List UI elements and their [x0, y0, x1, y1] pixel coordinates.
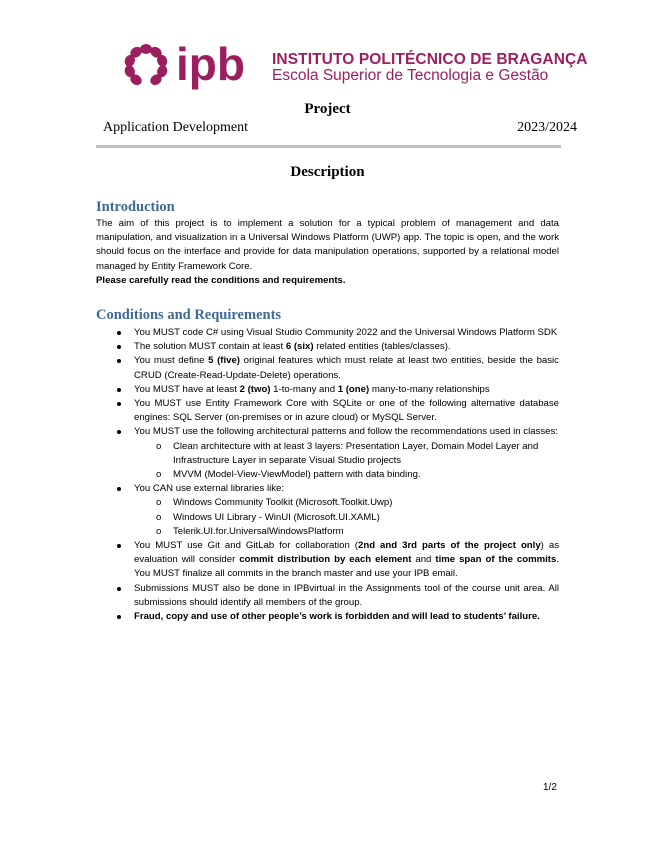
introduction-body	[96, 217, 559, 288]
list-item: The solution MUST contain at least 6 (six) related entities (tables/classes).	[96, 340, 559, 354]
ipb-logo	[118, 40, 268, 95]
list-item: You MUST use Entity Framework Core with SQLite or one of the following alternative database engines: SQL Server (on-premises or in azure cloud) or MySQL Server.	[96, 397, 559, 425]
sub-list-item: o Telerik.UI.for.UniversalWindowsPlatform	[134, 525, 559, 539]
conditions-body	[96, 326, 559, 624]
architecture-sublist	[134, 440, 559, 483]
academic-year: 2023/2024	[517, 120, 577, 135]
requirements-list	[96, 326, 559, 624]
section-title: Description	[290, 164, 365, 180]
sub-list-item: o Clean architecture with at least 3 layers: Presentation Layer, Domain Model Layer and Infrastructure Layer in separate Visual Studio projects	[134, 440, 559, 468]
introduction-heading: Introduction	[96, 199, 175, 215]
list-item: You CAN use external libraries like: o Windows Community Toolkit (Microsoft.Toolkit.Uwp) o Windows UI Library - WinUI (Microsoft.UI.XAML) o Telerik.UI.for.UniversalWindowsPlatform	[96, 482, 559, 539]
svg-text:ipb: ipb	[176, 40, 245, 90]
libraries-sublist	[134, 496, 559, 539]
sub-list-item: o Windows UI Library - WinUI (Microsoft.UI.XAML)	[134, 511, 559, 525]
list-item: You MUST code C# using Visual Studio Community 2022 and the Universal Windows Platform SDK	[96, 326, 559, 340]
list-item: Submissions MUST also be done in IPBvirtual in the Assignments tool of the course unit area. All submissions should identify all members of the group.	[96, 582, 559, 610]
sub-list-item: o Windows Community Toolkit (Microsoft.Toolkit.Uwp)	[134, 496, 559, 510]
page-number: 1/2	[543, 782, 557, 793]
list-item: You MUST use Git and GitLab for collaboration (2nd and 3rd parts of the project only) as evaluation will consider commit distribution by each element and time span of the commits. You MUST finalize all commits in the branch master and use your IPB email.	[96, 539, 559, 582]
document-type: Project	[304, 101, 351, 117]
course-name: Application Development	[103, 120, 249, 135]
list-item: You must define 5 (five) original features which must relate at least two entities, beside the basic CRUD (Create-Read-Update-Delete) operations.	[96, 354, 559, 382]
introduction-text: The aim of this project is to implement a solution for a typical problem of management and data manipulation, and visualization in a Universal Windows Platform (UWP) app. The topic is open, and the work should focus on the interface and provide for data manipulation operations, supported by a relational model managed by Entity Framework Core.	[96, 218, 559, 272]
header-divider	[96, 145, 561, 148]
conditions-heading: Conditions and Requirements	[96, 307, 282, 323]
list-item: You MUST have at least 2 (two) 1-to-many and 1 (one) many-to-many relationships	[96, 383, 559, 397]
school-name: Escola Superior de Tecnologia e Gestão	[272, 67, 549, 84]
introduction-note: Please carefully read the conditions and requirements.	[96, 274, 346, 286]
list-item: You MUST use the following architectural patterns and follow the recommendations used in classes: o Clean architecture with at least 3 layers: Presentation Layer, Domain Model Layer and Infrastructure Layer in separate Visual Studio projects o MVVM (Model-View-ViewModel) pattern with data binding.	[96, 425, 559, 482]
sub-list-item: o MVVM (Model-View-ViewModel) pattern with data binding.	[134, 468, 559, 482]
institution-name: INSTITUTO POLITÉCNICO DE BRAGANÇA	[272, 51, 588, 68]
list-item: Fraud, copy and use of other people’s work is forbidden and will lead to students’ failure.	[96, 610, 559, 624]
